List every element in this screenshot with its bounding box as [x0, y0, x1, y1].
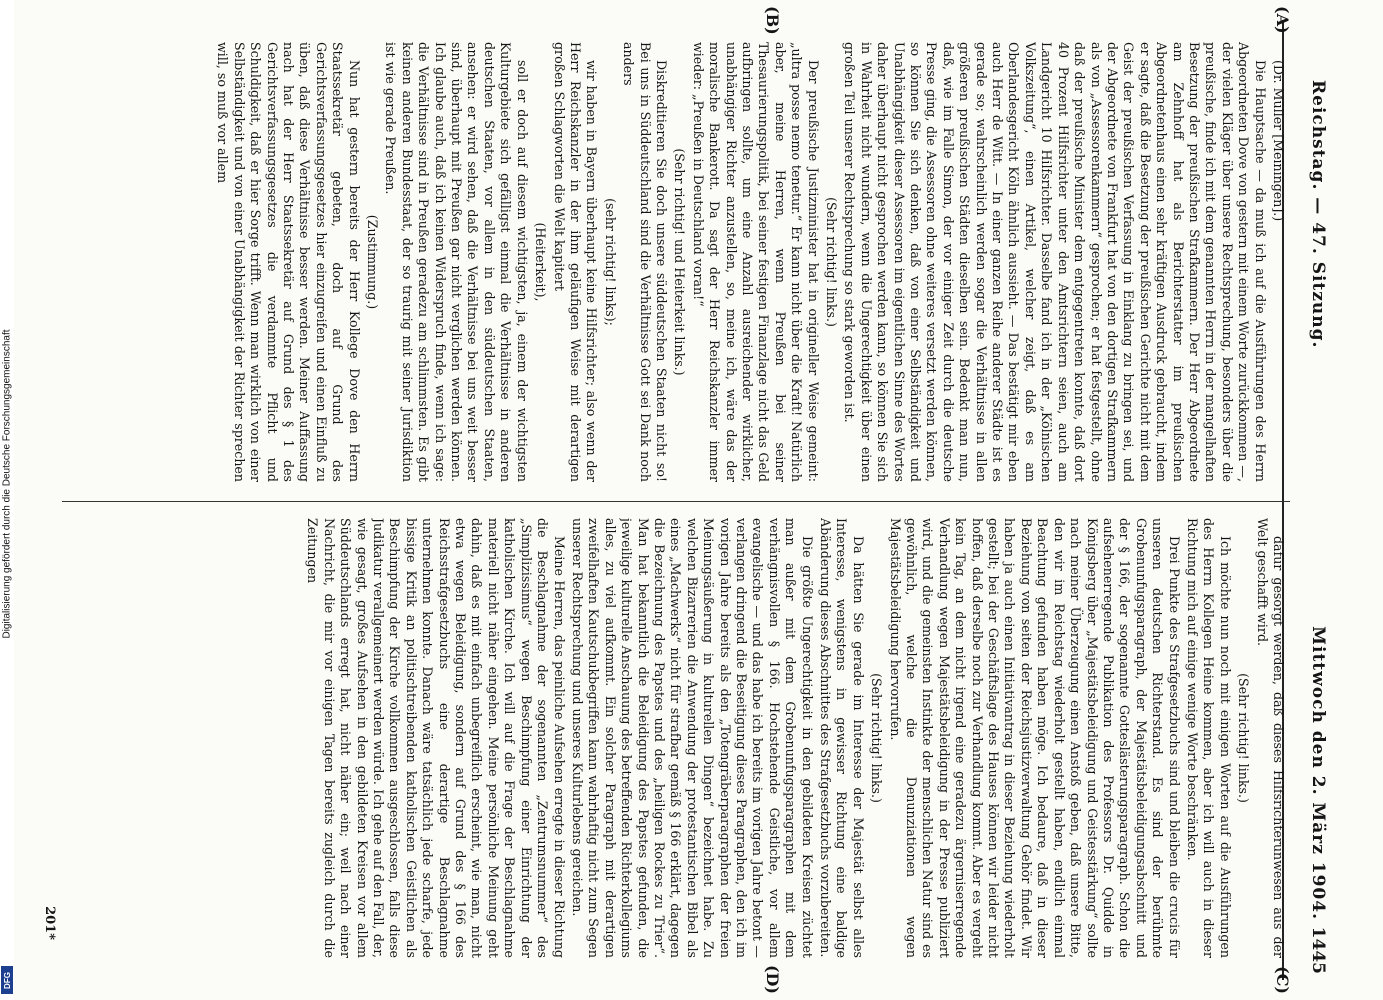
credit-strip — [0, 0, 14, 1000]
paragraph: Nun hat gestern bereits der Herr Kollege Dove den Herrn Staatssekretär gebeten, doch auf Grund des Gerichtsverfassungsgesetzes hier einzugreifen und einen Einfluß zu üben, daß diese Verhältnisse besser werden. Meiner Auffassung nach hat der Herr Staatssekretär auf Grund des § 1 des Gerichtsverfassungsgesetzes die verdammte Pflicht und Schuldigkeit, daß er hier Sorge trifft. Wenn man wirklich von einer Selbständigkeit und von einer Unabhängigkeit der Richter sprechen will, so muß vor allem — [214, 42, 362, 482]
dfg-logo-icon — [1, 966, 13, 994]
margin-mark-d: (D) — [762, 964, 782, 994]
credit-text: Digitalisierung gefördert durch die Deutsche Forschungsgemeinschaft — [1, 329, 13, 639]
margin-mark-b: (B) — [762, 6, 782, 35]
interjection: (Sehr richtig! und Heiterkeit links.) — [671, 148, 687, 376]
page-number: 1445 — [1307, 926, 1328, 974]
paragraph: Da hätten Sie gerade im Interesse der Majestät selbst alles Interesse, wenigstens in gewisser Richtung eine baldige Abänderung dieses Abschnittes des Strafgesetzbuchs vorzubereiten. — [817, 518, 866, 958]
paragraph: Die Hauptsache — da muß ich auf die Ausführungen des Herrn Abgeordneten Dove von gestern mit einem Worte zurückkommen —, der vielen Kläger über unsere Rechtsprechung, besonders über die preußische, finde ich mit dem genannten Herrn in der mangelhaften Besetzung der preußischen Strafkammern. Der Herr Abgeordnete am Zehnhoff hat als Berichterstatter im preußischen Abgeordnetenhaus einen sehr kräftigen Ausdruck gebraucht, indem er sagte, daß die Besetzung der preußischen Gerichte nicht mit dem Geist der preußischen Verfassung in Einklang zu bringen sei, und der Abgeordnete von Frankfurt hat von den dortigen Strafkammern als von „Assessorenkammern“ gesprochen; er hat festgestellt, ohne daß der preußische Minister dem entgegentreten konnte, daß dort 40 Prozent Hilfsrichter unter den Amtsrichtern seien, auch am Landgericht 10 Hilfsrichter. Dasselbe fand ich in der „Kölnischen Volkszeitung“, einen Artikel, welcher zeigt, daß es am Oberlandesgericht Köln ähnlich aussieht. — Das bestätigt mir eben auch Herr de Witt. — In einer ganzen Reihe anderer Städte ist es gerade so; wahrscheinlich werden sogar die Verhältnisse in allen größeren preußischen Städten dieselben sein. Bedenkt man nun, daß, wie im Falle Simon, der vor einiger Zeit durch die deutsche Presse ging, die Assessoren ohne weiteres versetzt werden können, so können Sie sich denken, daß von einer Selbständigkeit und Unabhängigkeit dieser Assessoren im eigentlichen Sinne des Wortes daher überhaupt nicht gesprochen werden kann, so können Sie sich in Wahrheit nicht wundern, wenn die Ungerechtigkeit über einen großen Teil unserer Rechtsprechung so stark geworden ist. — [841, 42, 1268, 482]
paragraph: Meine Herren, das peinliche Aufsehen erregte in dieser Richtung die Beschlagnahme der sogenannten „Zentrumsnummer“ des „Simplizissimus“ wegen Beschimpfung einer Einrichtung der katholischen Kirche. Ich will auf die Frage der Beschlagnahme materiell nicht näher eingehen. Meine persönliche Meinung geht dahin, daß es mit einfach unbegreiflich erscheint, wie man, nicht etwa wegen Beleidigung, sondern auf Grund des § 166 des Reichsstrafgesetzbuchs eine derartige Beschlagnahme unternehmen konnte. Danach wäre tatsächlich jede scharfe, jede bissige Kritik an politischtreibenden katholischen Geistlichen als Beschimpfung der Kirche vollkommen ausgeschlossen, falls diese Judikatur verallgemeinert werden würde. Ich gehe auf den Fall, der, wie gesagt, großes Aufsehen in den gebildeten Kreisen vor allem Süddeutschlands erregt hat, nicht näher ein; weil nach einer Nachricht, die mir vor einigen Tagen bereits zugleich durch die Zeitungen — [304, 518, 567, 958]
paragraph: Drei Punkte des Strafgesetzbuchs sind und bleiben die crucis für unseren deutschen Richterstand. Es sind der berühmte Grobenunfugsparagraph, der Majestätsbeleidigungsabschnitt und der § 166, der sogenannte Gotteslästerungsparagraph. Schon die aufsehenerregende Publikation des Professors Dr. Quidde in Königsberg über „Majestätsbeleidigung und Geistesstärkung“ sollte nach meiner Überzeugung einen Anstoß geben, daß unsere Bitte, den wir im Reichstag wiederholt gestellt haben, endlich einmal Beachtung gefunden haben möge. Ich bedaure, daß in dieser Beziehung von seiten der Reichsjustizverwaltung Gehör findet. Wir haben ja auch einen Initiativantrag in dieser Beziehung wiederholt gestellt; bei der Geschäftslage des Hauses können wir leider nicht hoffen, daß derselbe noch zur Verhandlung kommt. Aber es vergeht kein Tag, an dem nicht irgend eine geradezu ärgerniserregende Verhandlung wegen Majestätsbeleidigung in der Presse publiziert wird, und die gemeinsten Instinkte der menschlichen Natur sind es gewöhnlich, welche die Denunziationen wegen Majestätsbeleidigung hervorrufen. — [887, 518, 1182, 958]
paragraph: wir haben in Bayern überhaupt keine Hilfsrichter; also wenn der Herr Reichskanzler in der ihm geläufigen Weise mit derartigen großen Schlagworten die Welt kapitert — [551, 42, 599, 482]
interjection: (sehr richtig! links); — [602, 198, 618, 326]
paragraph: Die größte Ungerechtigkeit in den gebildeten Kreisen züchtet man außer mit dem Grobenunfugsparagraphen mit dem verhängnisvollen § 166. Hochstehende Geistliche, vor allem evangelische — und das habe ich bereits im vorigen Jahre betont — verlangen dringend die Beseitigung dieses Paragraphen, den ich im vorigen Jahre bereits als den „Totengräberparagraphen der freien Meinungsäußerung in kulturellen Dingen“ bezeichnet habe. Zu welchen Bizarrerien die Anwendung der protestantischen Bibel als eines „Machwerks“ nicht für strafbar gemäß § 166 erklärt, dagegen die Bezeichnung des Papstes und des „heiligen Rockes zu Trier“. Man hat bekanntlich die Beleidigung des Papstes gefunden, die jeweilige kulturelle Anschauung des betreffenden Richterkollegiums alles, zu viel aufkommt. Ein solcher Paragraph mit derartigen zweifelhaften Kautschukbegriffen kann wahrhaftig nicht zum Segen unserer Rechtsprechung und unseres Kulturlebens gereichen. — [569, 518, 815, 958]
dfg-logo-text: DFG — [2, 971, 12, 989]
left-text-column — [62, 42, 1286, 482]
interjection: (Sehr richtig! links.) — [868, 673, 884, 803]
header-left-title: Reichstag. — 47. Sitzung. — [1307, 80, 1328, 349]
margin-mark-a: (A) — [1272, 6, 1292, 34]
interjection: (Sehr richtig! links.) — [823, 197, 839, 327]
interjection: (Heiterkeit), — [532, 222, 548, 302]
paragraph: Diskreditieren Sie doch unsere süddeutschen Staaten nicht so! Bei uns in Süddeutschland sind die Verhältnisse Gott sei Dank noch anders — [620, 42, 669, 482]
header-right-date: Mittwoch den 2. März 1904. — [1307, 626, 1328, 920]
interjection: (Sehr richtig! links.) — [1235, 673, 1251, 803]
paragraph: soll er doch auf diesem wichtigsten, ja, einem der wichtigsten Kulturgebiete sich gefälligst einmal die Verhältnisse in anderen deutschen Staaten, vor allem in den süddeutschen Staaten, ansehen: er wird sehen, daß die Verhältnisse bei uns weit besser sind, überhaupt mit Preußen gar nicht verglichen werden können. Ich glaube auch, daß ich keinen Widerspruch finde, wenn ich sage: die Verhältnisse sind in Preußen geradezu am schlimmsten. Es gibt keinen anderen Bundesstaat, der so traurig mit seiner Jurisdiktion ist wie gerade Preußen. — [382, 42, 530, 482]
paragraph: dafür gesorgt werden, daß dieses Hilfsrichterunwesen aus der Welt geschafft wird. — [1254, 518, 1286, 958]
interjection: (Zustimmung.) — [364, 214, 380, 310]
paragraph: Der preußische Justizminister hat in origineller Weise gemeint: „ultra posse nemo tenetur.“ Er kann nicht über die Kraft! Natürlich aber, meine Herren, wenn Preußen bei seiner Thesaurierungspolitik, bei seiner festigen Finanzlage nicht das Geld aufbringen sollte, um eine Anzahl ausreichender wirklicher, unabhängiger Richter anzustellen, so, meine ich, wäre das der moralische Bankerott. Da sagt der Herr Reichskanzler immer wieder: „Preußen in Deutschland voran!“ — [690, 42, 821, 482]
right-text-column — [62, 518, 1286, 958]
paragraph: (Dr. Müller [Meiningen].) — [1270, 60, 1286, 222]
column-divider — [62, 501, 1290, 502]
footer-signature: 201* — [41, 906, 57, 940]
newspaper-page — [41, 6, 1342, 994]
paragraph: Ich möchte nun noch mit einigen Worten auf die Ausführungen des Herrn Kollegen Heine kommen, aber ich will auch in dieser Richtung mich auf einige wenige Worte beschränken. — [1184, 518, 1233, 958]
margin-mark-c: (C) — [1272, 966, 1292, 994]
page-header — [1294, 20, 1328, 980]
